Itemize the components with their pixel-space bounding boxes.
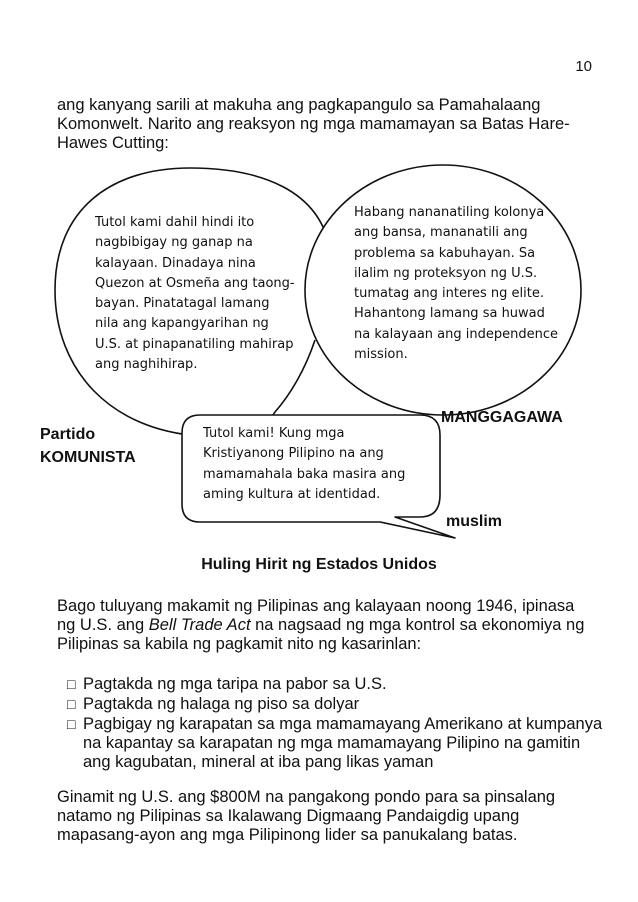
right-bubble-text: Habang nananatiling kolonya ang bansa, mananatili ang problema sa kabuhayan. Sa ilalim ng proteksyon ng U.S. tumatag ang interes ng elite. Hahantong lamang sa huwad na kalayaan ang independence mission. bbox=[354, 205, 558, 363]
partido-label-line1: Partido bbox=[40, 426, 96, 443]
partido-komunista-label bbox=[40, 423, 136, 469]
bago-text-end: na nagsaad ng mga kontrol sa ekonomiya ng Pilipinas sa kabila ng pagkamit nito ng kasarinlan: bbox=[57, 616, 585, 653]
bago-text-start: Bago tuluyang makamit ng Pilipinas ang kalayaan noong 1946, ipinasa ng U.S. ang bbox=[57, 597, 575, 634]
list-item bbox=[67, 695, 607, 714]
partido-label-line2: KOMUNISTA bbox=[40, 449, 136, 466]
list-item bbox=[67, 675, 607, 694]
section-heading: Huling Hirit ng Estados Unidos bbox=[201, 556, 437, 573]
bell-trade-act-title: Bell Trade Act bbox=[148, 616, 251, 634]
list-item-text: Pagtakda ng halaga ng piso sa dolyar bbox=[83, 695, 360, 713]
list-item-text: Pagbigay ng karapatan sa mga mamamayang Amerikano at kumpanya na kapantay sa karapatan ng mga mamamayang Pilipino na gamitin ang kagubatan, mineral at iba pang likas yaman bbox=[83, 715, 603, 771]
muslim-label: muslim bbox=[446, 513, 503, 530]
manggagawa-label: MANGGAGAWA bbox=[441, 409, 563, 426]
list-item bbox=[67, 715, 607, 772]
ginamit-paragraph: Ginamit ng U.S. ang $800M na pangakong pondo para sa pinsalang natamo ng Pilipinas sa Ikalawang Digmaang Pandaigdig upang mapasang-ayon ang mga Pilipinong lider sa panukalang batas. bbox=[57, 788, 556, 844]
checkbox-square-icon: □ bbox=[67, 696, 76, 712]
left-bubble-text: Tutol kami dahil hindi ito nagbibigay ng ganap na kalayaan. Dinadaya nina Quezon at Osmeña ang taong-bayan. Pinatatagal lamang nila ang kapangyarihan ng U.S. at pinapanatiling mahirap ang naghihirap. bbox=[95, 215, 295, 373]
bell-trade-act-paragraph bbox=[57, 597, 597, 654]
provisions-list bbox=[67, 675, 607, 773]
list-item-text: Pagtakda ng mga taripa na pabor sa U.S. bbox=[83, 675, 387, 693]
page-number: 10 bbox=[575, 58, 592, 75]
checkbox-square-icon: □ bbox=[67, 716, 76, 732]
checkbox-square-icon: □ bbox=[67, 676, 76, 692]
intro-paragraph: ang kanyang sarili at makuha ang pagkapangulo sa Pamahalaang Komonwelt. Narito ang reaksyon ng mga mamamayan sa Batas Hare-Hawes Cutting: bbox=[57, 96, 570, 152]
bottom-bubble-text: Tutol kami! Kung mga Kristiyanong Pilipino na ang mamamahala baka masira ang aming kultura at identidad. bbox=[203, 426, 406, 502]
